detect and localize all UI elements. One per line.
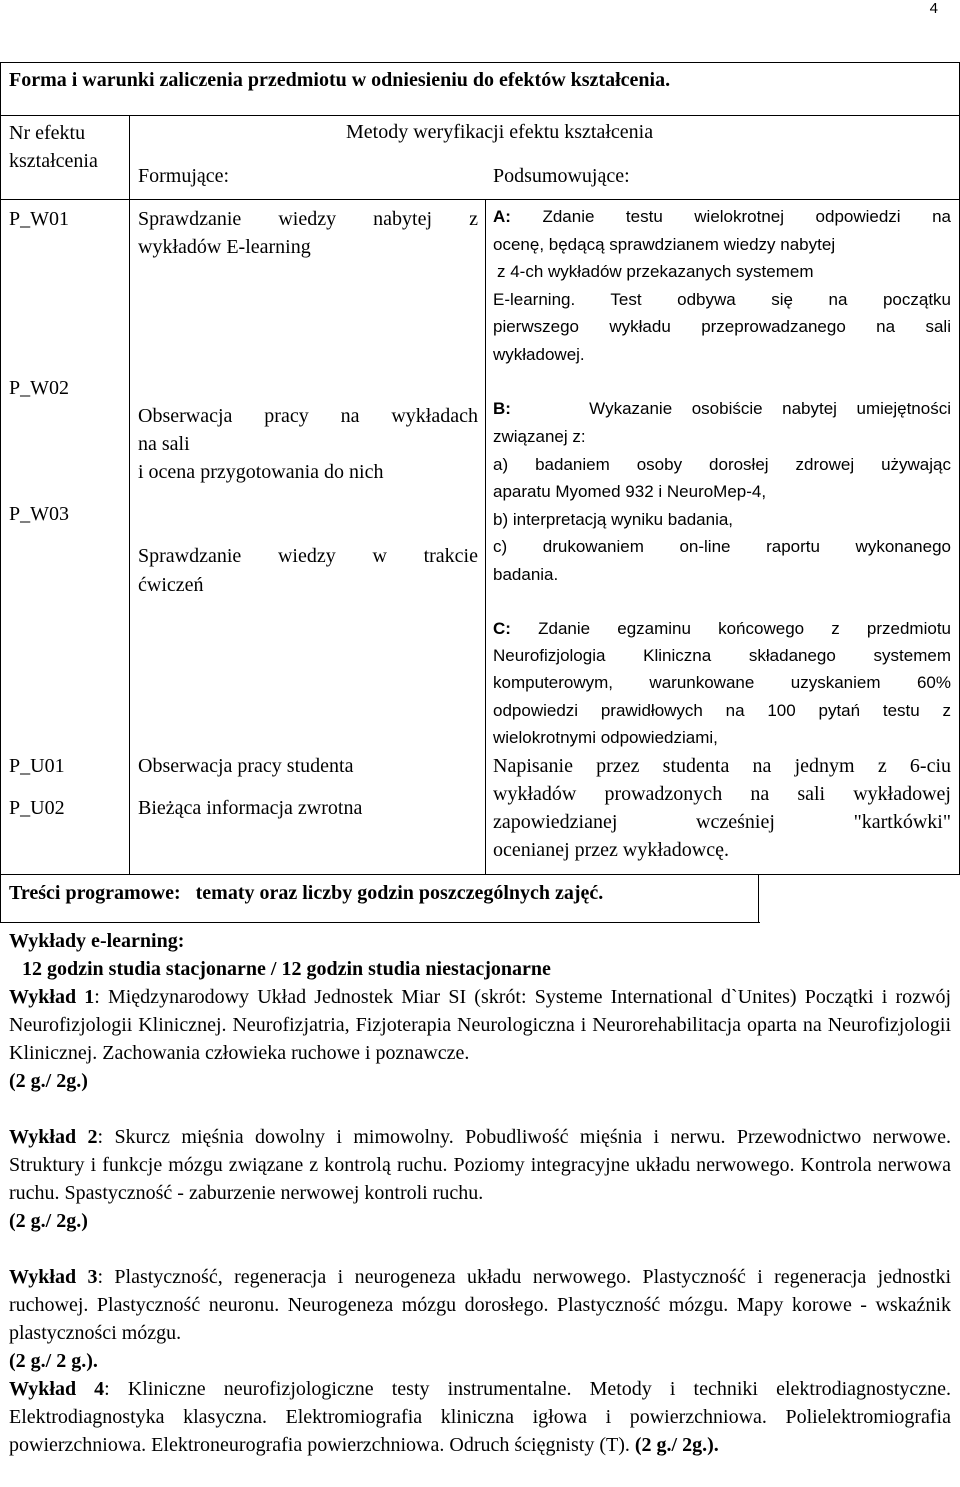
lecture-hours: (2 g./ 2g.) bbox=[9, 1070, 88, 1092]
summative-u-line: wykładów prowadzonych na sali wykładowej bbox=[493, 783, 951, 805]
page-number: 4 bbox=[929, 0, 938, 17]
formative-line: wykładów E-learning bbox=[138, 236, 311, 258]
formative-line: Sprawdzanie wiedzy w trakcie bbox=[138, 545, 478, 567]
summative-a-line: E-learning. Test odbywa się na początku bbox=[493, 290, 951, 309]
table-border bbox=[0, 62, 1, 923]
summative-b-text: Wykazanie osobiście nabytej umiejętności bbox=[589, 399, 951, 418]
summative-c-text: Zdanie egzaminu końcowego z przedmiotu bbox=[538, 619, 951, 638]
summative-a-text: Zdanie testu wielokrotnej odpowiedzi na bbox=[542, 207, 951, 226]
table-border bbox=[0, 199, 959, 200]
effect-number: P_W01 bbox=[9, 208, 69, 230]
lecture-label: Wykład 3 bbox=[9, 1266, 98, 1288]
summative-a-line: wykładowej. bbox=[493, 345, 585, 364]
lecture-text: Plastyczność, regeneracja i neurogeneza układu nerwowego. Plastyczność i regeneracja jednostki ruchowej. Plastyczność neuronu. Neurogeneza mózgu dorosłego. Plastyczność mózgu. Mapy korowe - wskaźnik plastyczności mózgu. bbox=[9, 1266, 952, 1344]
summative-b-line: b) interpretacją wyniku badania, bbox=[493, 510, 734, 529]
lecture-label: Wykład 4 bbox=[9, 1378, 105, 1400]
lecture-text: Międzynarodowy Układ Jednostek Miar SI (skrót: Systeme International d`Unites) Początki i rozwój Neurofizjologii Klinicznej. Neurofizjatria, Fizjoterapia Neurologiczna i Neurorehabilitacja oparta na Neurofizjologii Klinicznej. Zachowania człowieka ruchowe i poznawcze. bbox=[9, 986, 952, 1064]
summative-c-line: komputerowym, warunkowane uzyskaniem 60% bbox=[493, 673, 951, 692]
table-border bbox=[758, 874, 759, 923]
table-border bbox=[129, 115, 130, 875]
effect-number-header: Nr efektu kształcenia bbox=[9, 122, 98, 172]
hours-line: 12 godzin studia stacjonarne / 12 godzin studia niestacjonarne bbox=[22, 958, 551, 980]
program-label: Treści programowe: bbox=[9, 882, 181, 904]
summative-b-line: badania. bbox=[493, 565, 559, 584]
lecture-text: Skurcz mięśnia dowolny i mimowolny. Pobudliwość mięśnia i nerwu. Przewodnictwo nerwowe. Struktury i funkcje mózgu związane z kontrolą ruchu. Poziomy integracyjne układu nerwowego. Kontrola nerwowa ruchu. Spastyczność - zaburzenie nerwowej kontroli ruchu. bbox=[9, 1126, 951, 1204]
table-border bbox=[485, 199, 486, 875]
summative-a-line: ocenę, będącą sprawdzianem wiedzy nabytej bbox=[493, 235, 836, 254]
summative-header: Podsumowujące: bbox=[493, 165, 630, 187]
lecture-4: Wykład 4: Kliniczne neurofizjologiczne testy instrumentalne. Metody i techniki elektrodiagnostyczne. Elektrodiagnostyka klasyczna. Elektromiografia kliniczna igłowa i powierzchniowa. Polielektromiografia powierzchniowa. Elektroneurografia powierzchniowa. Odruch ścięgnisty (T). (2 g./ 2g.). bbox=[9, 1378, 952, 1456]
effect-number: P_W03 bbox=[9, 503, 69, 525]
summative-b-line: aparatu Myomed 932 i NeuroMep-4, bbox=[493, 482, 767, 501]
summative-b-line bbox=[493, 395, 951, 423]
lecture-1: Wykład 1: Międzynarodowy Układ Jednostek Miar SI (skrót: Systeme International d`Unites) Początki i rozwój Neurofizjologii Klinicznej. Neurofizjatria, Fizjoterapia Neurologiczna i Neurorehabilitacja oparta na Neurofizjologii Klinicznej. Zachowania człowieka ruchowe i poznawcze. (2 g./ 2g.) bbox=[9, 986, 952, 1092]
summative-a-line bbox=[493, 203, 951, 231]
lecture-label: Wykład 1 bbox=[9, 986, 95, 1008]
table-border bbox=[0, 874, 959, 875]
lecture-3: Wykład 3: Plastyczność, regeneracja i neurogeneza układu nerwowego. Plastyczność i regeneracja jednostki ruchowej. Plastyczność neuronu. Neurogeneza mózgu dorosłego. Plastyczność mózgu. Mapy korowe - wskaźnik plastyczności mózgu. (2 g./ 2 g.). bbox=[9, 1266, 952, 1372]
formative-line: Sprawdzanie wiedzy nabytej z bbox=[138, 208, 478, 230]
table-border bbox=[0, 115, 959, 116]
summative-c-line bbox=[493, 615, 951, 643]
summative-b-label: B: bbox=[493, 399, 511, 418]
lecture-hours: (2 g./ 2g.) bbox=[9, 1210, 88, 1232]
summative-c-line: odpowiedzi prawidłowych na 100 pytań testu z bbox=[493, 701, 951, 720]
lecture-hours: (2 g./ 2 g.). bbox=[9, 1350, 98, 1372]
table-border bbox=[0, 922, 760, 923]
summative-a-label: A: bbox=[493, 207, 511, 226]
summative-u-line: zapowiedzianej wcześniej "kartkówki" bbox=[493, 811, 951, 833]
table-border-top bbox=[0, 62, 959, 63]
program-heading bbox=[9, 879, 603, 907]
summative-c-label: C: bbox=[493, 619, 511, 638]
summative-a-line: z 4-ch wykładów przekazanych systemem bbox=[497, 262, 814, 281]
formative-line: i ocena przygotowania do nich bbox=[138, 461, 384, 483]
effect-number: P_U02 bbox=[9, 797, 65, 819]
program-title: tematy oraz liczby godzin poszczególnych zajęć. bbox=[195, 882, 604, 904]
effect-number: P_U01 bbox=[9, 755, 65, 777]
lecture-2: Wykład 2: Skurcz mięśnia dowolny i mimowolny. Pobudliwość mięśnia i nerwu. Przewodnictwo nerwowe. Struktury i funkcje mózgu związane z kontrolą ruchu. Poziomy integracyjne układu nerwowego. Kontrola nerwowa ruchu. Spastyczność - zaburzenie nerwowej kontroli ruchu. (2 g./ 2g.) bbox=[9, 1126, 951, 1232]
summative-b-line: c) drukowaniem on-line raportu wykonanego bbox=[493, 537, 951, 556]
formative-line: Bieżąca informacja zwrotna bbox=[138, 797, 363, 819]
formative-line: Obserwacja pracy na wykładach bbox=[138, 405, 478, 427]
lecture-hours: (2 g./ 2g.). bbox=[634, 1434, 719, 1456]
summative-c-line: wielokrotnymi odpowiedziami, bbox=[493, 728, 718, 747]
lectures-heading: Wykłady e-learning: bbox=[9, 930, 185, 952]
effect-number: P_W02 bbox=[9, 377, 69, 399]
methods-header: Metody weryfikacji efektu kształcenia bbox=[346, 121, 654, 143]
formative-header: Formujące: bbox=[138, 165, 230, 187]
summative-b-line: związanej z: bbox=[493, 427, 586, 446]
summative-b-line: a) badaniem osoby dorosłej zdrowej używając bbox=[493, 455, 951, 474]
summative-u-line: Napisanie przez studenta na jednym z 6-ciu bbox=[493, 755, 951, 777]
summative-u-line: ocenianej przez wykładowcę. bbox=[493, 839, 729, 861]
lecture-text: Kliniczne neurofizjologiczne testy instrumentalne. Metody i techniki elektrodiagnostyczne. Elektrodiagnostyka klasyczna. Elektromiografia kliniczna igłowa i powierzchniowa. Polielektromiografia powierzchniowa. Elektroneurografia powierzchniowa. Odruch ścięgnisty (T). bbox=[9, 1378, 952, 1456]
section-title: Forma i warunki zaliczenia przedmiotu w odniesieniu do efektów kształcenia. bbox=[9, 69, 671, 91]
formative-line: ćwiczeń bbox=[138, 574, 204, 596]
summative-a-line: pierwszego wykładu przeprowadzanego na sali bbox=[493, 317, 951, 336]
formative-line: na sali bbox=[138, 433, 190, 455]
formative-line: Obserwacja pracy studenta bbox=[138, 755, 354, 777]
summative-c-line: Neurofizjologia Kliniczna składanego systemem bbox=[493, 646, 951, 665]
lecture-label: Wykład 2 bbox=[9, 1126, 98, 1148]
